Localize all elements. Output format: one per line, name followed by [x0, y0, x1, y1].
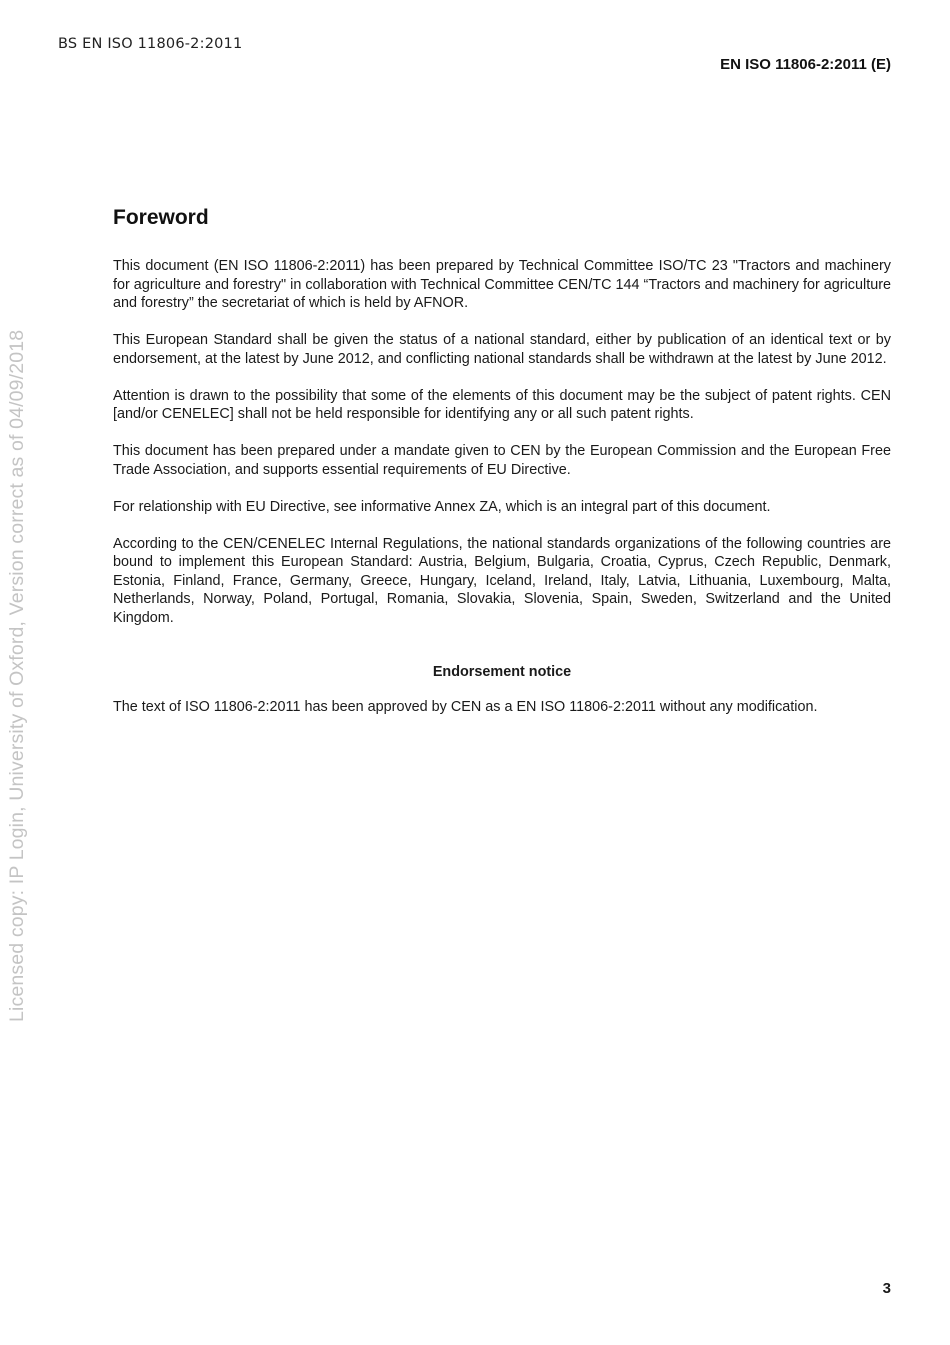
- page-title: Foreword: [113, 206, 209, 229]
- foreword-paragraph-annex: For relationship with EU Directive, see informative Annex ZA, which is an integral part of this document.: [113, 498, 771, 515]
- license-watermark: Licensed copy: IP Login, University of Oxford, Version correct as of 04/09/2018: [6, 329, 28, 1022]
- foreword-paragraph-preparation: This document (EN ISO 11806-2:2011) has been prepared by Technical Committee ISO/TC 23 "Tractors and machinery for agriculture and forestry" in collaboration with Technical Committee CEN/TC 144 “Tractors and machinery for agriculture and forestry” the secretariat of which is held by AFNOR.: [113, 258, 891, 311]
- endorsement-text: The text of ISO 11806-2:2011 has been approved by CEN as a EN ISO 11806-2:2011 without any modification.: [113, 699, 818, 715]
- foreword-paragraph-countries: According to the CEN/CENELEC Internal Regulations, the national standards organizations of the following countries are bound to implement this European Standard: Austria, Belgium, Bulgaria, Croatia, Cyprus, Czech Republic, Denmark, Estonia, Finland, France, Germany, Greece, Hungary, Iceland, Ireland, Italy, Latvia, Lithuania, Luxembourg, Malta, Netherlands, Norway, Poland, Portugal, Romania, Slovakia, Slovenia, Spain, Sweden, Switzerland and the United Kingdom.: [113, 535, 891, 626]
- endorsement-heading: Endorsement notice: [432, 664, 572, 680]
- en-document-reference: EN ISO 11806-2:2011 (E): [720, 56, 891, 73]
- bs-document-reference: BS EN ISO 11806-2:2011: [58, 36, 243, 52]
- foreword-section: [113, 206, 891, 735]
- foreword-paragraph-mandate: This document has been prepared under a mandate given to CEN by the European Commission and the European Free Trade Association, and supports essential requirements of EU Directive.: [113, 443, 891, 478]
- page-number: 3: [882, 1280, 891, 1297]
- foreword-paragraph-patents: Attention is drawn to the possibility that some of the elements of this document may be the subject of patent rights. CEN [and/or CENELEC] shall not be held responsible for identifying any or all such patent rights.: [113, 387, 891, 422]
- foreword-paragraph-status: This European Standard shall be given the status of a national standard, either by publication of an identical text or by endorsement, at the latest by June 2012, and conflicting national standards shall be withdrawn at the latest by June 2012.: [113, 332, 891, 367]
